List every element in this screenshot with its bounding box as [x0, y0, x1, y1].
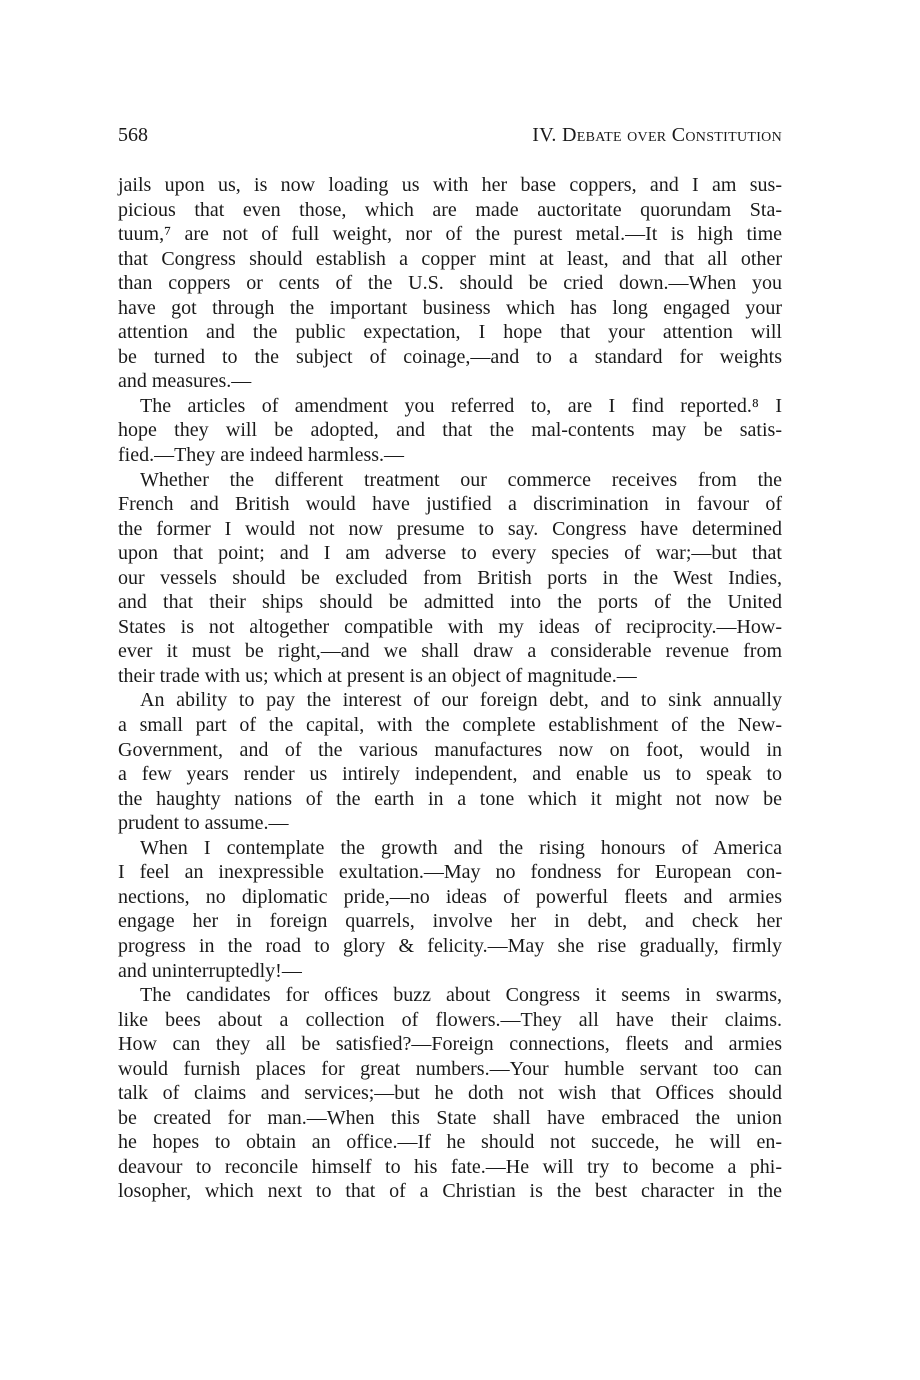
text-line: be created for man.—When this State shall have embraced the union — [118, 1106, 782, 1129]
text-line: a few years render us intirely independent, and enable us to speak to — [118, 763, 782, 786]
text-line: prudent to assume.— — [118, 812, 289, 835]
paragraph — [118, 173, 782, 394]
paragraph — [118, 468, 782, 689]
text-line: the former I would not now presume to say. Congress have determined — [118, 517, 782, 540]
text-line: like bees about a collection of flowers.—They all have their claims. — [118, 1008, 782, 1031]
text-line: the haughty nations of the earth in a tone which it might not now be — [118, 787, 782, 810]
text-line: our vessels should be excluded from British ports in the West Indies, — [118, 566, 782, 589]
text-line: and uninterruptedly!— — [118, 959, 302, 982]
text-line: I feel an inexpressible exultation.—May no fondness for European con- — [118, 861, 782, 884]
text-line: talk of claims and services;—but he doth not wish that Offices should — [118, 1082, 782, 1105]
text-line: tuum,⁷ are not of full weight, nor of the purest metal.—It is high time — [118, 223, 782, 246]
paragraph — [118, 983, 782, 1204]
running-head: IV. Debate over Constitution — [532, 124, 782, 146]
text-line: jails upon us, is now loading us with her base coppers, and I am sus- — [118, 174, 782, 196]
text-line: he hopes to obtain an office.—If he should not succede, he will en- — [118, 1131, 782, 1154]
text-line: engage her in foreign quarrels, involve her in debt, and check her — [118, 910, 782, 933]
text-line: and that their ships should be admitted into the ports of the United — [118, 591, 782, 614]
text-line: that Congress should establish a copper mint at least, and that all other — [118, 247, 782, 270]
text-line: nections, no diplomatic pride,—no ideas of powerful fleets and armies — [118, 885, 782, 908]
text-line: Whether the different treatment our commerce receives from the — [140, 468, 782, 491]
text-line: The articles of amendment you referred to, are I find reported.⁸ I — [140, 394, 782, 417]
text-line: ever it must be right,—and we shall draw a considerable revenue from — [118, 640, 782, 663]
text-line: than coppers or cents of the U.S. should be cried down.—When you — [118, 272, 782, 295]
text-line: When I contemplate the growth and the rising honours of America — [140, 836, 782, 859]
text-line: attention and the public expectation, I hope that your attention will — [118, 321, 782, 344]
text-line: picious that even those, which are made auctoritate quorundam Sta- — [118, 198, 782, 221]
text-line: upon that point; and I am adverse to every species of war;—but that — [118, 542, 782, 565]
text-line: Government, and of the various manufactures now on foot, would in — [118, 738, 782, 761]
text-line: How can they all be satisfied?—Foreign connections, fleets and armies — [118, 1033, 782, 1056]
text-line: hope they will be adopted, and that the mal-contents may be satis- — [118, 419, 782, 442]
text-line: progress in the road to glory & felicity.—May she rise gradually, firmly — [118, 934, 782, 957]
text-line: would furnish places for great numbers.—Your humble servant too can — [118, 1057, 782, 1080]
text-line: a small part of the capital, with the complete establishment of the New- — [118, 714, 782, 737]
text-line: States is not altogether compatible with my ideas of reciprocity.—How- — [118, 615, 782, 638]
text-line: their trade with us; which at present is an object of magnitude.— — [118, 664, 637, 687]
paragraph — [118, 688, 782, 835]
text-line: losopher, which next to that of a Christian is the best character in the — [118, 1180, 782, 1203]
text-line: fied.—They are indeed harmless.— — [118, 444, 405, 467]
paragraph — [118, 394, 782, 468]
paragraph — [118, 836, 782, 983]
text-line: deavour to reconcile himself to his fate.—He will try to become a phi- — [118, 1155, 782, 1178]
text-line: and measures.— — [118, 370, 252, 393]
text-line: French and British would have justified a discrimination in favour of — [118, 493, 782, 516]
body-text — [118, 173, 782, 1204]
text-line: The candidates for offices buzz about Congress it seems in swarms, — [140, 984, 782, 1007]
page-number: 568 — [118, 124, 148, 146]
text-line: have got through the important business which has long engaged your — [118, 296, 782, 319]
page-header — [118, 124, 782, 150]
text-line: An ability to pay the interest of our foreign debt, and to sink annually — [140, 689, 782, 712]
text-line: be turned to the subject of coinage,—and to a standard for weights — [118, 345, 782, 368]
